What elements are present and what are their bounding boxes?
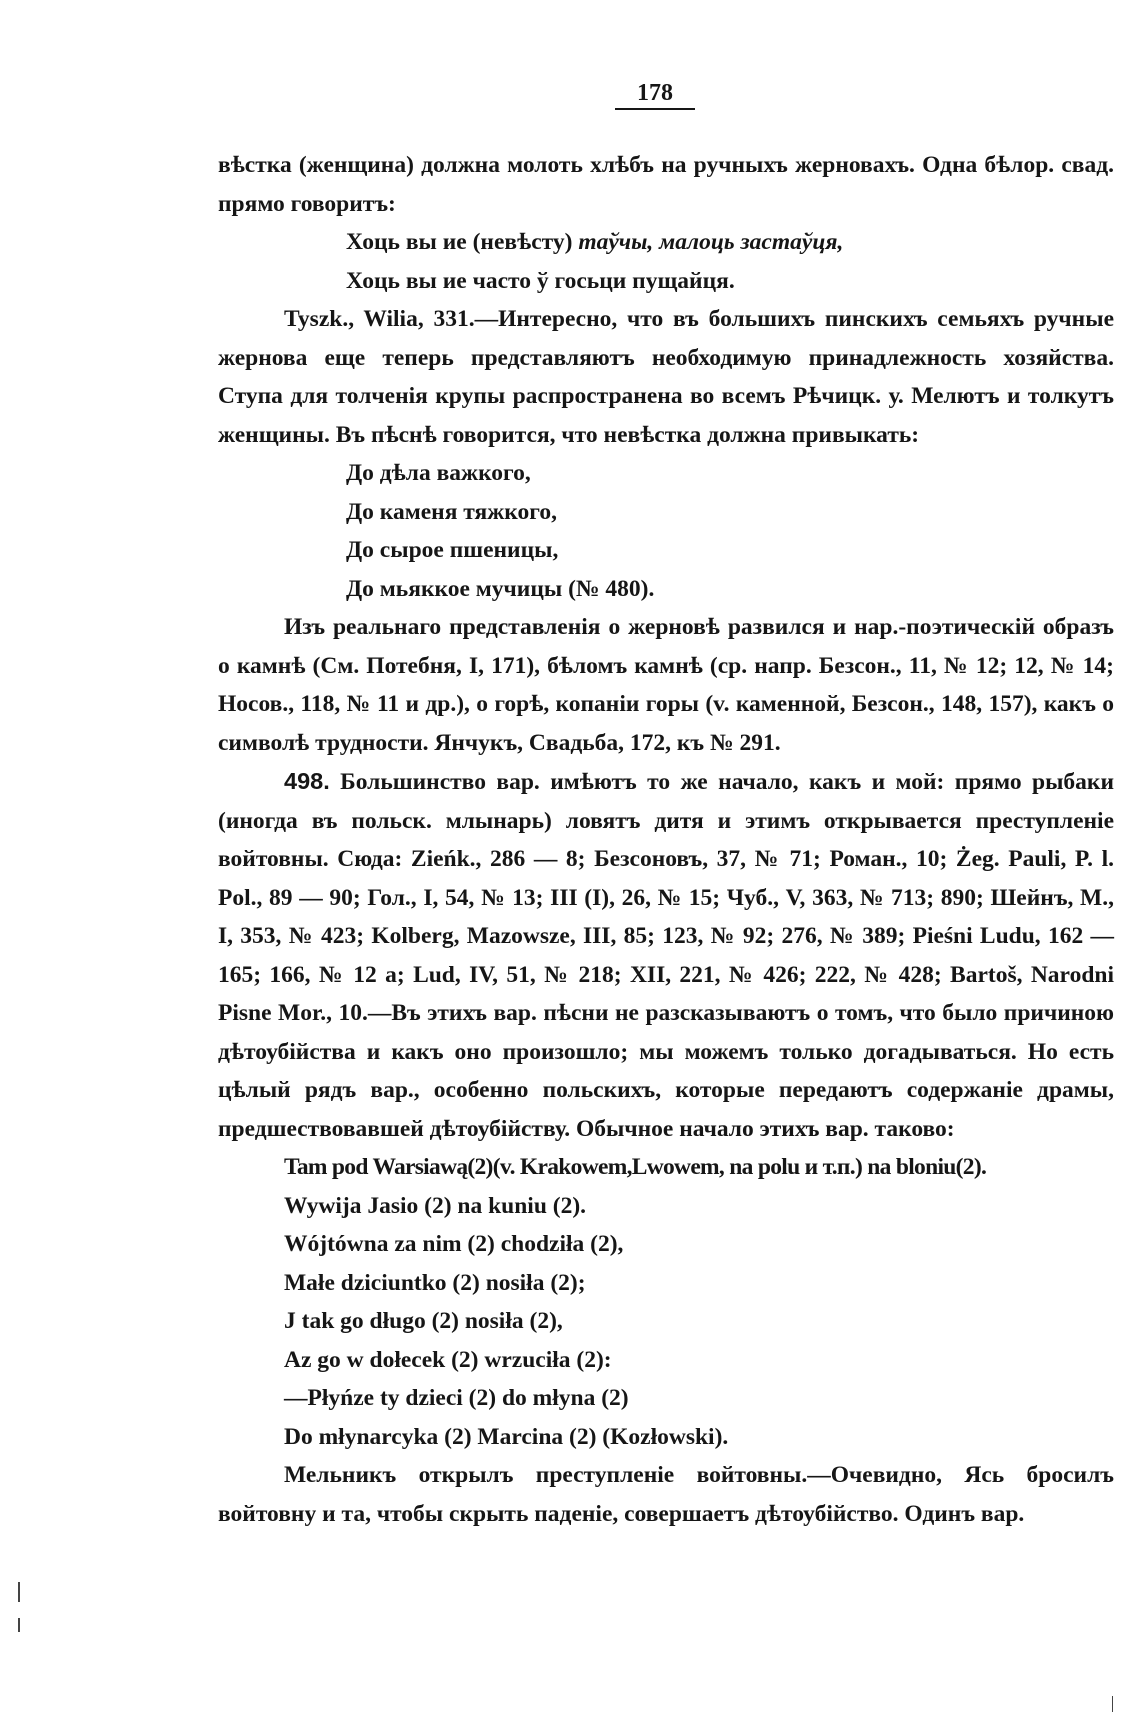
margin-scan-mark-2	[18, 1618, 20, 1632]
verse-block-3	[218, 1148, 1114, 1456]
verse-1-line-2: Хоць вы ие часто ў госьци пущайця.	[346, 267, 735, 294]
paragraph-2: Tyszk., Wilia, 331.—Интересно, что въ большихъ пинскихъ семьяхъ ручные жернова еще теперь представляютъ необходимую принадлежность хозяйства. Ступа для толченія крупы распространена во всемъ Рѣчицк. у. Мелютъ и толкутъ женщины. Въ пѣснѣ говорится, что невѣстка должна привыкать:	[218, 306, 1114, 448]
verse-3-line-7: —Płyńze ty dzieci (2) do młyna (2)	[284, 1385, 629, 1411]
entry-number: 498.	[284, 768, 330, 794]
paragraph-5: Мельникъ открылъ преступленіе войтовны.—Очевидно, Ясь бросилъ войтовну и та, чтобы скрыть паденіе, совершаетъ дѣтоубійство. Одинъ вар.	[218, 1462, 1114, 1527]
paragraph-4	[218, 762, 1114, 1148]
verse-3-line-1: Tam pod Warsiawą(2)(v. Krakowem,Lwowem, na polu и т.п.) na bloniu(2).	[284, 1154, 987, 1180]
verse-3-line-8: Do młynarcyka (2) Marcina (2) (Kozłowski).	[284, 1423, 729, 1450]
verse-1-line-1	[218, 223, 1114, 262]
verse-3-line-3: Wójtówna za nim (2) chodziła (2),	[284, 1231, 624, 1257]
verse-block-2	[218, 454, 1114, 608]
verse-2-line-4: До мьяккое мучицы (№ 480).	[346, 575, 655, 602]
verse-3-line-2: Wywija Jasio (2) na kuniu (2).	[284, 1192, 587, 1219]
verse-2-line-2: До каменя тяжкого,	[346, 498, 557, 525]
verse-1-line-1-italic: таўчы, малоць застаўця,	[578, 229, 844, 255]
paragraph-1: вѣстка (женщина) должна молоть хлѣбъ на ручныхъ жерновахъ. Одна бѣлор. свад. прямо говоритъ:	[218, 152, 1114, 217]
verse-3-line-5: J tak go długo (2) nosiła (2),	[284, 1308, 563, 1334]
verse-3-line-4: Małe dziciuntko (2) nosiła (2);	[284, 1269, 586, 1296]
margin-scan-mark-1	[18, 1582, 20, 1602]
paragraph-3: Изъ реальнаго представленія о жерновѣ развился и нар.-поэтическій образъ о камнѣ (См. Потебня, I, 171), бѣломъ камнѣ (ср. напр. Безсон., 11, № 12; 12, № 14; Носов., 118, № 11 и др.), о горѣ, копаніи горы (v. каменной, Безсон., 148, 157), какъ о символѣ трудности. Янчукъ, Свадьба, 172, къ № 291.	[218, 614, 1114, 756]
verse-2-line-3: До сырое пшеницы,	[346, 537, 559, 563]
page-body	[218, 146, 1114, 1533]
verse-2-line-1: До дѣла важкого,	[346, 460, 531, 486]
page-number: 178	[615, 80, 695, 110]
verse-block-1	[218, 223, 1114, 300]
margin-scan-mark-3	[1112, 1696, 1113, 1712]
verse-1-line-1-start: Хоць вы ие (невѣсту)	[346, 229, 579, 255]
paragraph-4-text: Большинство вар. имѣютъ то же начало, какъ и мой: прямо рыбаки (иногда въ польск. млынарь) ловятъ дитя и этимъ открывается преступленіе войтовны. Сюда: Zieńk., 286 — 8; Безсоновъ, 37, № 71; Роман., 10; Żeg. Pauli, P. l. Pol., 89 — 90; Гол., I, 54, № 13; III (I), 26, № 15; Чуб., V, 363, № 713; 890; Шейнъ, М., I, 353, № 423; Kolberg, Mazowsze, III, 85; 123, № 92; 276, № 389; Pieśni Ludu, 162 — 165; 166, № 12 а; Lud, IV, 51, № 218; XII, 221, № 426; 222, № 428; Bartoš, Narodni Pisne Mor., 10.—Въ этихъ вар. пѣсни не разсказываютъ о томъ, что было причиною дѣтоубійства и какъ оно произошло; мы можемъ только догадываться. Но есть цѣлый рядъ вар., особенно польскихъ, которые передаютъ содержаніе драмы, предшествовавшей дѣтоубійству. Обычное начало этихъ вар. таково:	[218, 769, 1114, 1142]
verse-3-line-6: Az go w dołecek (2) wrzuciła (2):	[284, 1346, 612, 1373]
